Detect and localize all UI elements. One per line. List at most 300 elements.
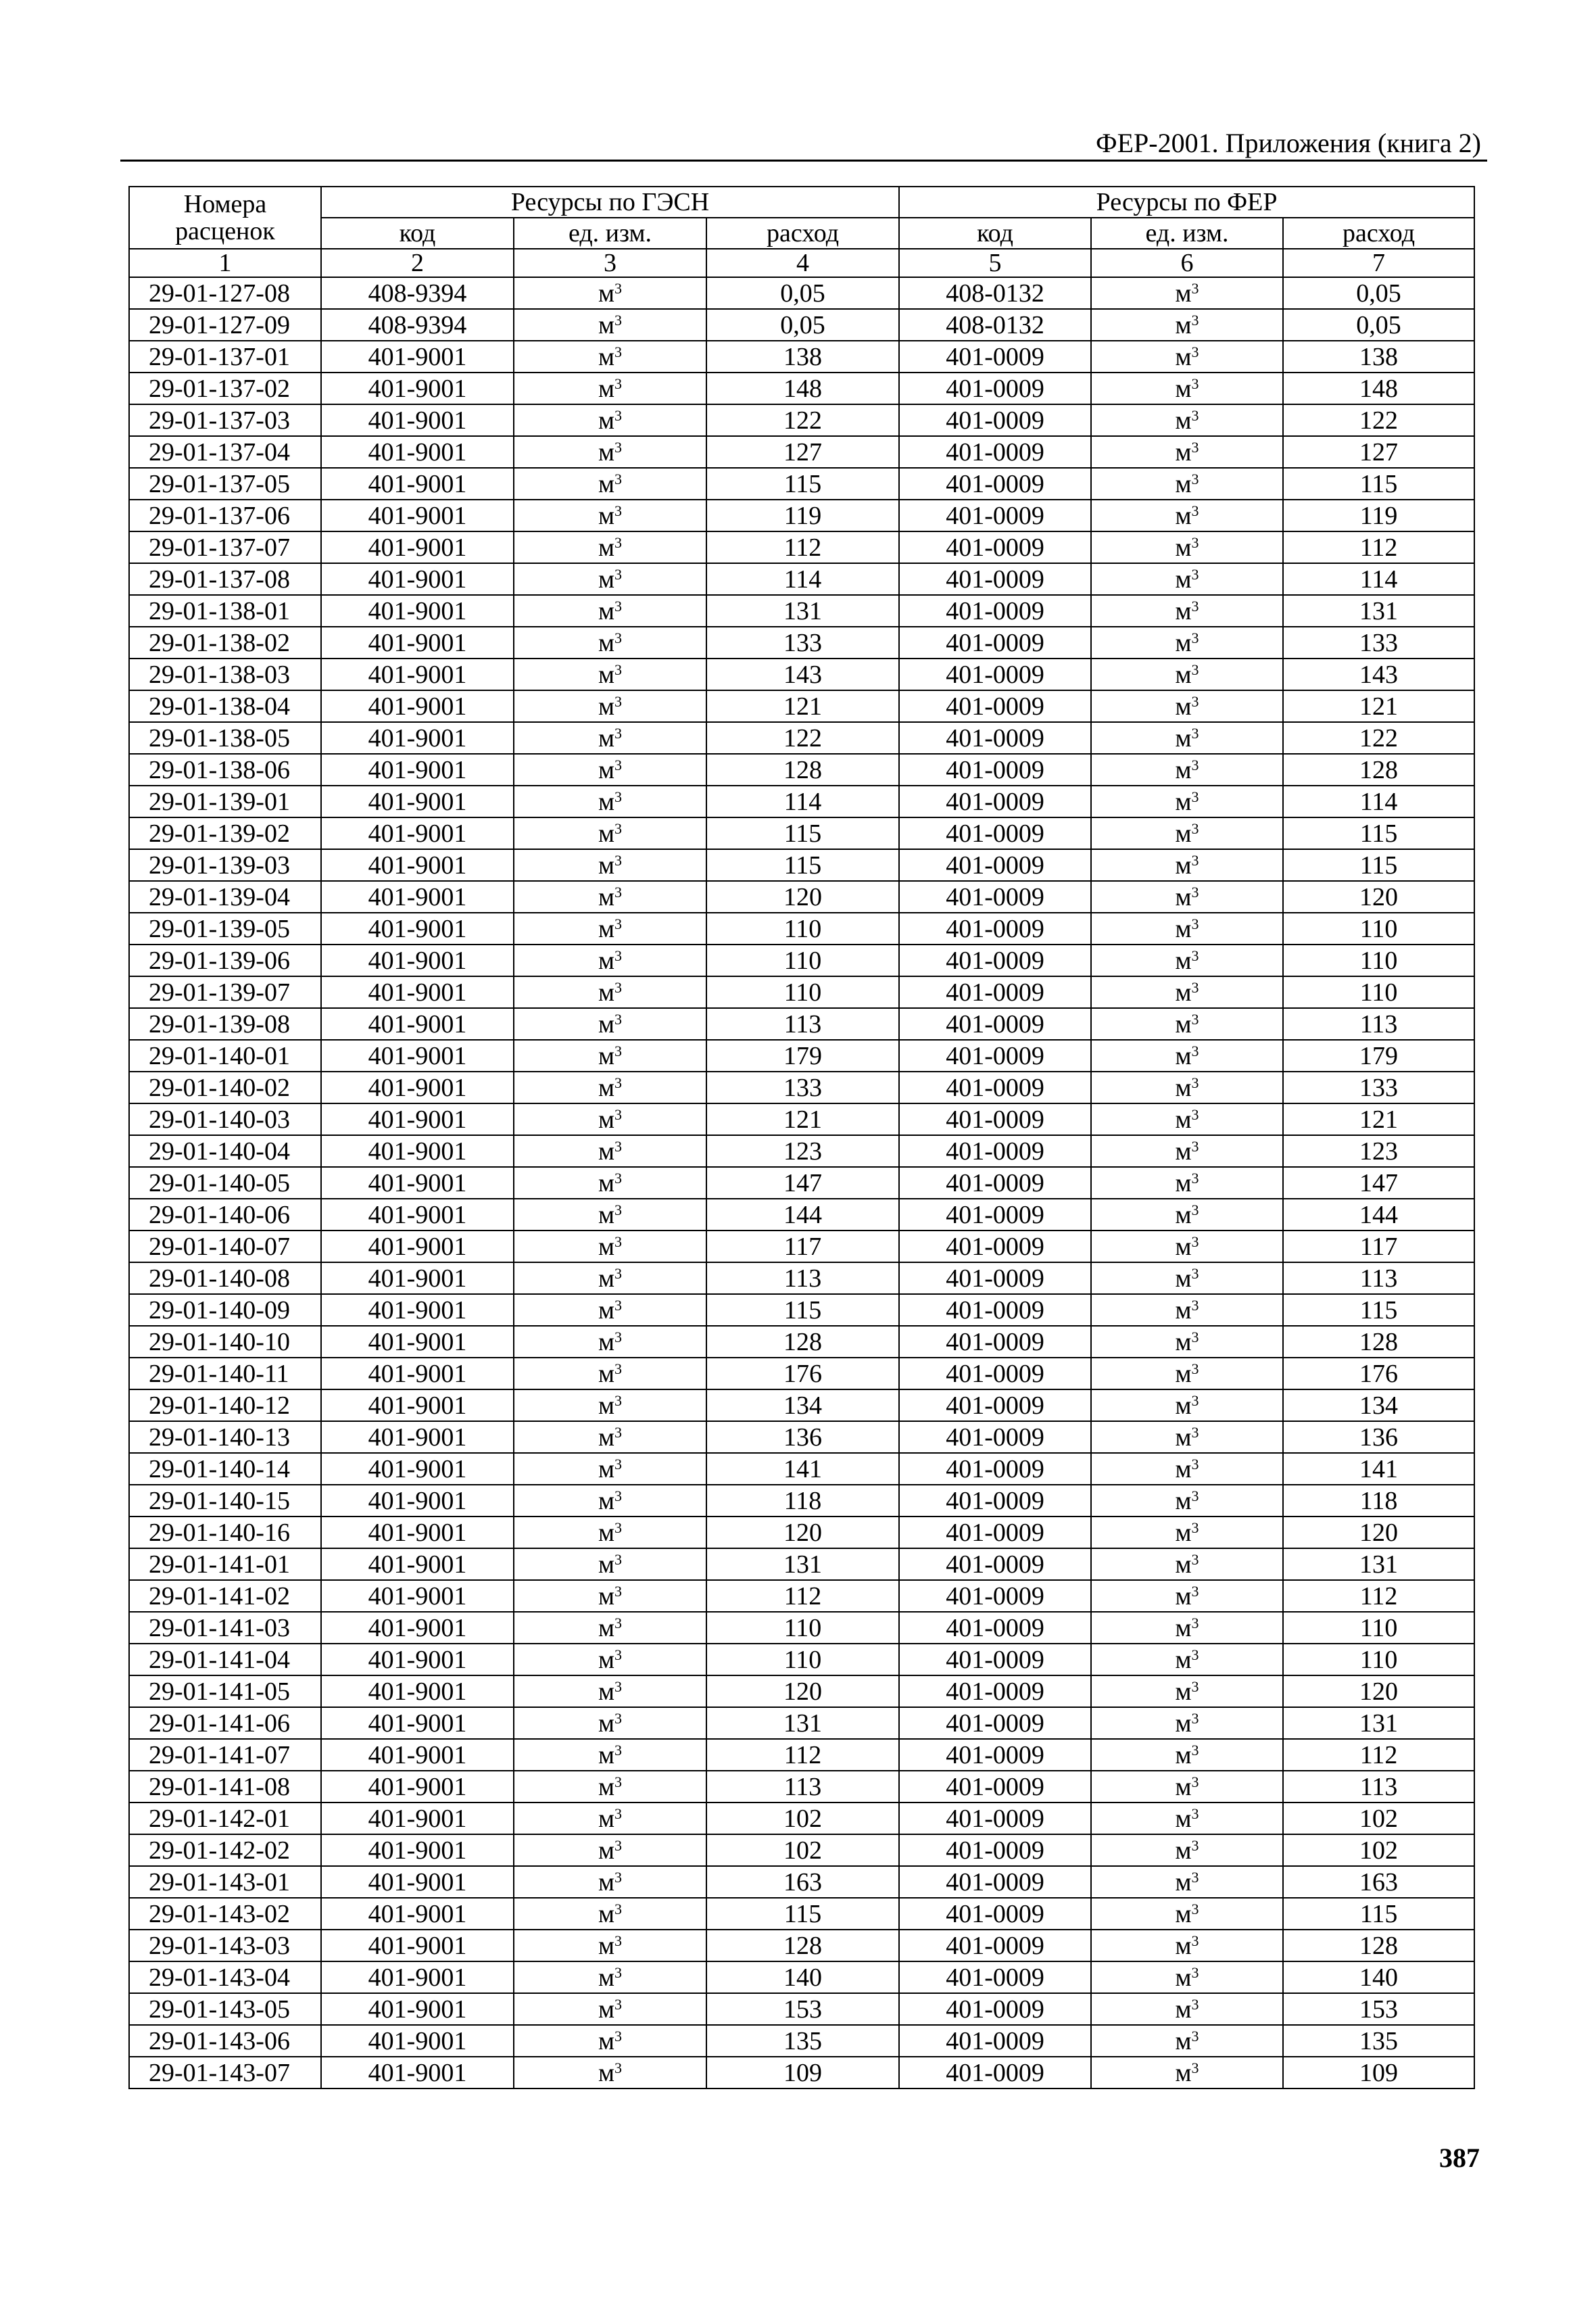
gesn-qty-cell: 122 bbox=[706, 722, 899, 754]
rate-number-cell: 29-01-137-01 bbox=[129, 341, 321, 373]
gesn-code-cell: 401-9001 bbox=[321, 722, 514, 754]
gesn-code-cell: 401-9001 bbox=[321, 468, 514, 500]
fer-qty-cell: 143 bbox=[1283, 659, 1474, 690]
table-row bbox=[129, 1771, 1474, 1803]
gesn-unit-cell bbox=[514, 754, 706, 786]
gesn-unit-cell bbox=[514, 1103, 706, 1135]
fer-qty-cell: 163 bbox=[1283, 1866, 1474, 1898]
table-row bbox=[129, 1485, 1474, 1517]
gesn-qty-cell: 112 bbox=[706, 1739, 899, 1771]
unit-base: м bbox=[598, 1486, 615, 1515]
unit-base: м bbox=[598, 437, 615, 467]
fer-unit-cell bbox=[1091, 1358, 1283, 1389]
fer-qty-cell: 128 bbox=[1283, 1930, 1474, 1961]
gesn-unit-cell bbox=[514, 1961, 706, 1993]
gesn-resources-header: Ресурсы по ГЭСН bbox=[321, 187, 899, 218]
fer-qty-cell: 113 bbox=[1283, 1008, 1474, 1040]
table-row bbox=[129, 1834, 1474, 1866]
fer-code-cell: 401-0009 bbox=[899, 722, 1091, 754]
rate-number-cell: 29-01-140-01 bbox=[129, 1040, 321, 1072]
unit-exponent: 3 bbox=[614, 2059, 623, 2076]
unit-base: м bbox=[598, 596, 615, 625]
gesn-unit-cell bbox=[514, 436, 706, 468]
fer-unit-cell bbox=[1091, 1739, 1283, 1771]
unit-base: м bbox=[1175, 1931, 1192, 1960]
table-row bbox=[129, 913, 1474, 945]
fer-code-cell: 401-0009 bbox=[899, 1771, 1091, 1803]
table-row bbox=[129, 627, 1474, 659]
table-row bbox=[129, 1421, 1474, 1453]
gesn-unit-cell bbox=[514, 1834, 706, 1866]
gesn-unit-cell bbox=[514, 627, 706, 659]
gesn-qty-cell: 115 bbox=[706, 817, 899, 849]
unit-exponent: 3 bbox=[614, 1137, 623, 1155]
fer-unit-cell bbox=[1091, 1326, 1283, 1358]
rate-number-cell: 29-01-141-01 bbox=[129, 1548, 321, 1580]
fer-unit-cell bbox=[1091, 531, 1283, 563]
table-row bbox=[129, 786, 1474, 817]
fer-code-cell: 401-0009 bbox=[899, 1930, 1091, 1961]
fer-qty-cell: 131 bbox=[1283, 1707, 1474, 1739]
gesn-qty-cell: 140 bbox=[706, 1961, 899, 1993]
fer-code-cell: 401-0009 bbox=[899, 436, 1091, 468]
unit-exponent: 3 bbox=[1191, 1582, 1199, 1600]
unit-base: м bbox=[1175, 882, 1192, 911]
unit-exponent: 3 bbox=[1191, 629, 1199, 646]
gesn-qty-cell: 115 bbox=[706, 849, 899, 881]
page-number: 387 bbox=[1439, 2143, 1480, 2173]
unit-exponent: 3 bbox=[614, 1805, 623, 1822]
fer-unit-cell bbox=[1091, 1008, 1283, 1040]
gesn-code-cell: 401-9001 bbox=[321, 1898, 514, 1930]
unit-exponent: 3 bbox=[614, 1582, 623, 1600]
fer-unit-cell bbox=[1091, 1580, 1283, 1612]
gesn-qty-cell: 141 bbox=[706, 1453, 899, 1485]
gesn-unit-cell bbox=[514, 786, 706, 817]
gesn-qty-cell: 110 bbox=[706, 976, 899, 1008]
unit-exponent: 3 bbox=[614, 1677, 623, 1695]
fer-code-cell: 401-0009 bbox=[899, 1898, 1091, 1930]
unit-exponent: 3 bbox=[614, 470, 623, 487]
rate-number-cell: 29-01-140-09 bbox=[129, 1294, 321, 1326]
gesn-qty-cell: 117 bbox=[706, 1231, 899, 1262]
fer-qty-header: расход bbox=[1283, 218, 1474, 249]
unit-exponent: 3 bbox=[1191, 883, 1199, 901]
unit-base: м bbox=[598, 1899, 615, 1928]
table-row bbox=[129, 1326, 1474, 1358]
unit-exponent: 3 bbox=[1191, 502, 1199, 519]
table-row bbox=[129, 1199, 1474, 1231]
unit-base: м bbox=[598, 1423, 615, 1452]
fer-unit-cell bbox=[1091, 1707, 1283, 1739]
unit-base: м bbox=[598, 2026, 615, 2055]
unit-exponent: 3 bbox=[1191, 343, 1199, 360]
unit-exponent: 3 bbox=[1191, 1646, 1199, 1663]
unit-exponent: 3 bbox=[614, 947, 623, 964]
gesn-unit-cell bbox=[514, 1930, 706, 1961]
gesn-qty-cell: 179 bbox=[706, 1040, 899, 1072]
gesn-qty-cell: 115 bbox=[706, 1294, 899, 1326]
table-row bbox=[129, 500, 1474, 531]
rate-number-cell: 29-01-141-05 bbox=[129, 1675, 321, 1707]
gesn-code-cell: 401-9001 bbox=[321, 817, 514, 849]
gesn-code-cell: 401-9001 bbox=[321, 1453, 514, 1485]
rate-number-cell: 29-01-140-12 bbox=[129, 1389, 321, 1421]
gesn-unit-cell bbox=[514, 595, 706, 627]
unit-base: м bbox=[598, 565, 615, 594]
fer-qty-cell: 117 bbox=[1283, 1231, 1474, 1262]
unit-base: м bbox=[598, 1137, 615, 1166]
fer-code-cell: 401-0009 bbox=[899, 2057, 1091, 2089]
rate-number-cell: 29-01-143-05 bbox=[129, 1993, 321, 2025]
fer-code-cell: 401-0009 bbox=[899, 341, 1091, 373]
gesn-unit-cell bbox=[514, 881, 706, 913]
fer-unit-cell bbox=[1091, 976, 1283, 1008]
gesn-qty-cell: 113 bbox=[706, 1771, 899, 1803]
fer-code-cell: 401-0009 bbox=[899, 945, 1091, 976]
unit-exponent: 3 bbox=[1191, 661, 1199, 678]
gesn-unit-cell bbox=[514, 1771, 706, 1803]
header-row-subcolumns bbox=[129, 218, 1474, 249]
fer-code-cell: 401-0009 bbox=[899, 1294, 1091, 1326]
table-row bbox=[129, 1517, 1474, 1548]
rate-number-cell: 29-01-140-15 bbox=[129, 1485, 321, 1517]
unit-exponent: 3 bbox=[614, 883, 623, 901]
unit-exponent: 3 bbox=[1191, 1614, 1199, 1631]
fer-code-cell: 401-0009 bbox=[899, 373, 1091, 404]
rate-number-cell: 29-01-139-04 bbox=[129, 881, 321, 913]
gesn-unit-cell bbox=[514, 817, 706, 849]
unit-base: м bbox=[598, 1232, 615, 1261]
unit-base: м bbox=[1175, 437, 1192, 467]
unit-base: м bbox=[598, 914, 615, 943]
gesn-code-cell: 401-9001 bbox=[321, 1771, 514, 1803]
fer-unit-cell bbox=[1091, 1135, 1283, 1167]
gesn-unit-cell bbox=[514, 468, 706, 500]
rate-number-cell: 29-01-137-07 bbox=[129, 531, 321, 563]
unit-exponent: 3 bbox=[1191, 1105, 1199, 1123]
rate-number-cell: 29-01-138-04 bbox=[129, 690, 321, 722]
gesn-code-header: код bbox=[321, 218, 514, 249]
gesn-unit-cell bbox=[514, 2057, 706, 2089]
unit-base: м bbox=[598, 1709, 615, 1738]
unit-base: м bbox=[1175, 279, 1192, 308]
gesn-qty-cell: 0,05 bbox=[706, 277, 899, 309]
gesn-qty-cell: 120 bbox=[706, 1517, 899, 1548]
gesn-unit-cell bbox=[514, 1008, 706, 1040]
fer-code-cell: 401-0009 bbox=[899, 1199, 1091, 1231]
fer-code-cell: 401-0009 bbox=[899, 1326, 1091, 1358]
gesn-code-cell: 401-9001 bbox=[321, 531, 514, 563]
fer-qty-cell: 123 bbox=[1283, 1135, 1474, 1167]
table-row bbox=[129, 1707, 1474, 1739]
fer-qty-cell: 120 bbox=[1283, 881, 1474, 913]
gesn-unit-cell bbox=[514, 849, 706, 881]
table-row bbox=[129, 849, 1474, 881]
fer-unit-cell bbox=[1091, 1262, 1283, 1294]
fer-qty-cell: 179 bbox=[1283, 1040, 1474, 1072]
gesn-code-cell: 401-9001 bbox=[321, 1644, 514, 1675]
fer-unit-cell bbox=[1091, 1803, 1283, 1834]
gesn-qty-cell: 131 bbox=[706, 595, 899, 627]
gesn-code-cell: 401-9001 bbox=[321, 945, 514, 976]
rate-number-cell: 29-01-137-02 bbox=[129, 373, 321, 404]
gesn-qty-cell: 128 bbox=[706, 1326, 899, 1358]
gesn-qty-cell: 128 bbox=[706, 754, 899, 786]
fer-unit-cell bbox=[1091, 1771, 1283, 1803]
fer-qty-cell: 131 bbox=[1283, 1548, 1474, 1580]
table-row bbox=[129, 309, 1474, 341]
unit-exponent: 3 bbox=[614, 851, 623, 869]
rate-number-cell: 29-01-142-01 bbox=[129, 1803, 321, 1834]
fer-qty-cell: 115 bbox=[1283, 1294, 1474, 1326]
unit-exponent: 3 bbox=[614, 1932, 623, 1949]
fer-code-cell: 401-0009 bbox=[899, 1167, 1091, 1199]
table-row bbox=[129, 817, 1474, 849]
fer-qty-cell: 119 bbox=[1283, 500, 1474, 531]
gesn-code-cell: 401-9001 bbox=[321, 373, 514, 404]
fer-unit-cell bbox=[1091, 1993, 1283, 2025]
gesn-qty-cell: 121 bbox=[706, 690, 899, 722]
rate-number-cell: 29-01-141-03 bbox=[129, 1612, 321, 1644]
fer-qty-cell: 115 bbox=[1283, 817, 1474, 849]
unit-exponent: 3 bbox=[1191, 724, 1199, 742]
rate-number-cell: 29-01-143-03 bbox=[129, 1930, 321, 1961]
unit-base: м bbox=[1175, 2058, 1192, 2087]
fer-qty-cell: 144 bbox=[1283, 1199, 1474, 1231]
gesn-code-cell: 401-9001 bbox=[321, 595, 514, 627]
gesn-code-cell: 401-9001 bbox=[321, 1358, 514, 1389]
gesn-unit-cell bbox=[514, 500, 706, 531]
gesn-unit-cell bbox=[514, 1580, 706, 1612]
fer-qty-cell: 176 bbox=[1283, 1358, 1474, 1389]
unit-base: м bbox=[598, 1867, 615, 1896]
unit-exponent: 3 bbox=[614, 819, 623, 837]
rate-number-cell: 29-01-138-02 bbox=[129, 627, 321, 659]
unit-exponent: 3 bbox=[1191, 470, 1199, 487]
fer-unit-cell bbox=[1091, 722, 1283, 754]
unit-exponent: 3 bbox=[1191, 1709, 1199, 1727]
gesn-code-cell: 401-9001 bbox=[321, 1008, 514, 1040]
unit-base: м bbox=[598, 1359, 615, 1388]
fer-unit-cell bbox=[1091, 1961, 1283, 1993]
fer-qty-cell: 131 bbox=[1283, 595, 1474, 627]
table-row bbox=[129, 1103, 1474, 1135]
column-number: 4 bbox=[706, 249, 899, 277]
rate-number-cell: 29-01-143-02 bbox=[129, 1898, 321, 1930]
gesn-qty-cell: 143 bbox=[706, 659, 899, 690]
unit-base: м bbox=[1175, 596, 1192, 625]
gesn-unit-cell bbox=[514, 1675, 706, 1707]
fer-code-cell: 401-0009 bbox=[899, 1548, 1091, 1580]
fer-code-cell: 401-0009 bbox=[899, 1072, 1091, 1103]
fer-code-cell: 401-0009 bbox=[899, 468, 1091, 500]
rate-number-cell: 29-01-137-05 bbox=[129, 468, 321, 500]
rate-number-cell: 29-01-143-04 bbox=[129, 1961, 321, 1993]
table-row bbox=[129, 1135, 1474, 1167]
fer-code-cell: 401-0009 bbox=[899, 1707, 1091, 1739]
unit-base: м bbox=[1175, 1232, 1192, 1261]
unit-exponent: 3 bbox=[1191, 1741, 1199, 1759]
gesn-code-cell: 401-9001 bbox=[321, 754, 514, 786]
rate-number-cell: 29-01-140-07 bbox=[129, 1231, 321, 1262]
unit-base: м bbox=[598, 1200, 615, 1229]
rate-number-cell: 29-01-140-11 bbox=[129, 1358, 321, 1389]
column-number: 6 bbox=[1091, 249, 1283, 277]
table-row bbox=[129, 2057, 1474, 2089]
gesn-code-cell: 401-9001 bbox=[321, 1294, 514, 1326]
gesn-code-cell: 401-9001 bbox=[321, 404, 514, 436]
unit-exponent: 3 bbox=[1191, 851, 1199, 869]
gesn-code-cell: 401-9001 bbox=[321, 849, 514, 881]
unit-exponent: 3 bbox=[614, 692, 623, 710]
fer-unit-cell bbox=[1091, 1453, 1283, 1485]
gesn-unit-cell bbox=[514, 1358, 706, 1389]
table-row bbox=[129, 1072, 1474, 1103]
gesn-unit-cell bbox=[514, 1072, 706, 1103]
fer-unit-cell bbox=[1091, 1421, 1283, 1453]
fer-code-cell: 401-0009 bbox=[899, 754, 1091, 786]
fer-code-cell: 401-0009 bbox=[899, 1866, 1091, 1898]
gesn-code-cell: 401-9001 bbox=[321, 1993, 514, 2025]
table-row bbox=[129, 659, 1474, 690]
gesn-qty-cell: 110 bbox=[706, 1612, 899, 1644]
unit-exponent: 3 bbox=[1191, 1233, 1199, 1250]
unit-base: м bbox=[1175, 1264, 1192, 1293]
unit-base: м bbox=[598, 787, 615, 816]
table-row bbox=[129, 1389, 1474, 1421]
unit-exponent: 3 bbox=[1191, 1963, 1199, 1981]
rate-number-cell: 29-01-137-08 bbox=[129, 563, 321, 595]
gesn-unit-cell bbox=[514, 1453, 706, 1485]
table-row bbox=[129, 1644, 1474, 1675]
unit-exponent: 3 bbox=[1191, 279, 1199, 297]
gesn-unit-cell bbox=[514, 1612, 706, 1644]
unit-exponent: 3 bbox=[614, 724, 623, 742]
unit-exponent: 3 bbox=[614, 1360, 623, 1377]
rate-number-cell: 29-01-143-01 bbox=[129, 1866, 321, 1898]
table-row bbox=[129, 1739, 1474, 1771]
fer-unit-cell bbox=[1091, 659, 1283, 690]
unit-exponent: 3 bbox=[614, 1773, 623, 1790]
fer-qty-cell: 114 bbox=[1283, 563, 1474, 595]
gesn-qty-cell: 176 bbox=[706, 1358, 899, 1389]
unit-exponent: 3 bbox=[614, 375, 623, 392]
gesn-qty-cell: 113 bbox=[706, 1262, 899, 1294]
fer-unit-cell bbox=[1091, 277, 1283, 309]
unit-base: м bbox=[1175, 1867, 1192, 1896]
rates-table bbox=[128, 186, 1475, 2089]
gesn-unit-cell bbox=[514, 2025, 706, 2057]
gesn-qty-cell: 112 bbox=[706, 531, 899, 563]
fer-qty-cell: 110 bbox=[1283, 913, 1474, 945]
table-row bbox=[129, 1930, 1474, 1961]
gesn-unit-cell bbox=[514, 1803, 706, 1834]
fer-unit-cell bbox=[1091, 1103, 1283, 1135]
unit-exponent: 3 bbox=[1191, 1773, 1199, 1790]
fer-code-cell: 401-0009 bbox=[899, 1961, 1091, 1993]
unit-base: м bbox=[598, 946, 615, 975]
fer-unit-cell bbox=[1091, 1675, 1283, 1707]
fer-code-cell: 401-0009 bbox=[899, 1453, 1091, 1485]
table-row bbox=[129, 1294, 1474, 1326]
unit-base: м bbox=[1175, 946, 1192, 975]
unit-exponent: 3 bbox=[614, 915, 623, 932]
unit-base: м bbox=[598, 2058, 615, 2087]
unit-base: м bbox=[1175, 1041, 1192, 1070]
fer-qty-cell: 115 bbox=[1283, 849, 1474, 881]
fer-code-cell: 401-0009 bbox=[899, 563, 1091, 595]
unit-base: м bbox=[598, 1931, 615, 1960]
unit-exponent: 3 bbox=[1191, 1423, 1199, 1441]
fer-unit-cell bbox=[1091, 2025, 1283, 2057]
unit-exponent: 3 bbox=[1191, 533, 1199, 551]
unit-base: м bbox=[598, 1804, 615, 1833]
gesn-code-cell: 401-9001 bbox=[321, 1517, 514, 1548]
gesn-unit-cell bbox=[514, 1993, 706, 2025]
unit-exponent: 3 bbox=[614, 1042, 623, 1059]
unit-exponent: 3 bbox=[1191, 1519, 1199, 1536]
table-row bbox=[129, 1358, 1474, 1389]
column-number: 7 bbox=[1283, 249, 1474, 277]
unit-base: м bbox=[598, 1740, 615, 1769]
table-row bbox=[129, 1675, 1474, 1707]
table-row bbox=[129, 1040, 1474, 1072]
table-row bbox=[129, 1453, 1474, 1485]
unit-base: м bbox=[598, 501, 615, 530]
running-header: ФЕР-2001. Приложения (книга 2) bbox=[1096, 128, 1481, 158]
unit-base: м bbox=[1175, 755, 1192, 784]
fer-qty-cell: 0,05 bbox=[1283, 277, 1474, 309]
unit-base: м bbox=[598, 1518, 615, 1547]
table-row bbox=[129, 2025, 1474, 2057]
unit-base: м bbox=[598, 882, 615, 911]
fer-unit-header: ед. изм. bbox=[1091, 218, 1283, 249]
fer-code-cell: 401-0009 bbox=[899, 817, 1091, 849]
table-row bbox=[129, 1866, 1474, 1898]
unit-exponent: 3 bbox=[1191, 1836, 1199, 1854]
unit-base: м bbox=[1175, 1327, 1192, 1356]
fer-qty-cell: 118 bbox=[1283, 1485, 1474, 1517]
column-number: 3 bbox=[514, 249, 706, 277]
gesn-qty-cell: 144 bbox=[706, 1199, 899, 1231]
table-row bbox=[129, 1167, 1474, 1199]
fer-code-cell: 401-0009 bbox=[899, 500, 1091, 531]
gesn-unit-cell bbox=[514, 1898, 706, 1930]
fer-unit-cell bbox=[1091, 1294, 1283, 1326]
unit-exponent: 3 bbox=[614, 1646, 623, 1663]
unit-exponent: 3 bbox=[1191, 1932, 1199, 1949]
unit-exponent: 3 bbox=[614, 311, 623, 329]
gesn-code-cell: 401-9001 bbox=[321, 2057, 514, 2089]
gesn-qty-cell: 133 bbox=[706, 1072, 899, 1103]
gesn-code-cell: 401-9001 bbox=[321, 1612, 514, 1644]
unit-exponent: 3 bbox=[1191, 1550, 1199, 1568]
gesn-qty-cell: 163 bbox=[706, 1866, 899, 1898]
fer-qty-cell: 138 bbox=[1283, 341, 1474, 373]
gesn-unit-header: ед. изм. bbox=[514, 218, 706, 249]
unit-exponent: 3 bbox=[1191, 1201, 1199, 1218]
fer-qty-cell: 141 bbox=[1283, 1453, 1474, 1485]
fer-code-cell: 401-0009 bbox=[899, 690, 1091, 722]
fer-qty-cell: 109 bbox=[1283, 2057, 1474, 2089]
unit-exponent: 3 bbox=[1191, 692, 1199, 710]
unit-base: м bbox=[1175, 1391, 1192, 1420]
fer-code-cell: 401-0009 bbox=[899, 1008, 1091, 1040]
unit-exponent: 3 bbox=[1191, 1264, 1199, 1282]
table-row bbox=[129, 881, 1474, 913]
unit-exponent: 3 bbox=[614, 1709, 623, 1727]
